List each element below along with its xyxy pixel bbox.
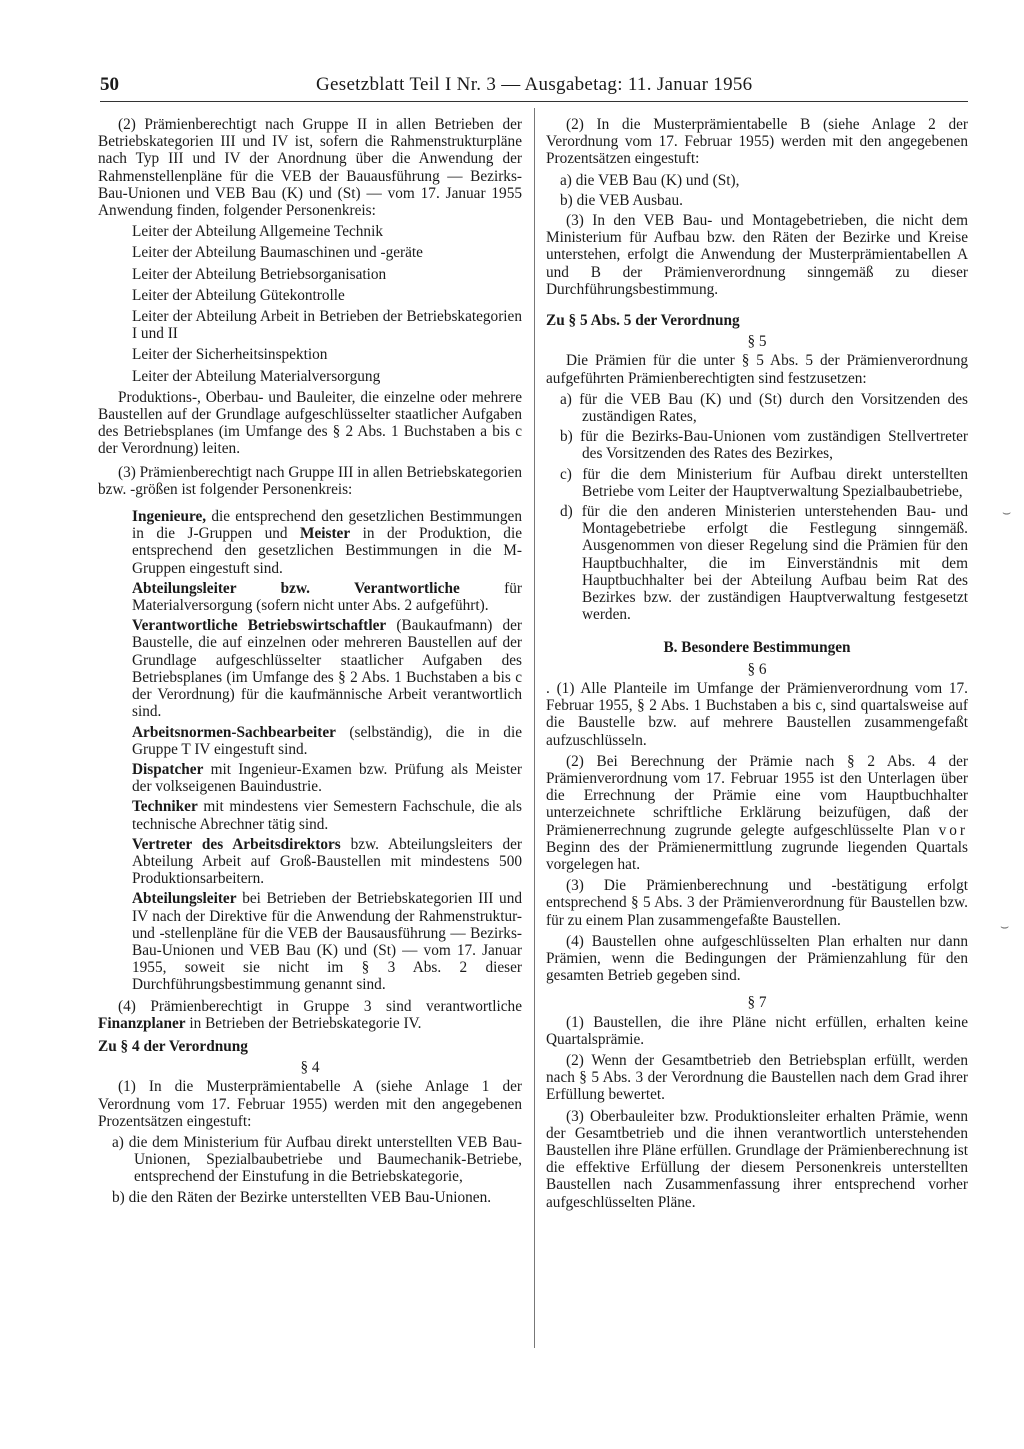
- section-4-p2-item-a: a) die VEB Bau (K) und (St),: [560, 171, 740, 189]
- paragraph-4: [98, 998, 522, 1032]
- group3-entry: [132, 580, 522, 614]
- section-4-paragraph-3: (3) In den VEB Bau- und Montagebetrieben, die nicht dem Ministerium für Aufbau bzw. den Räten der Bezirke und Kreise unterstehen, erfolgt die Anwendung der Musterprämientabellen A und B der Prämienverordnung sinngemäß zu dieser Durchführungsbestimmung.: [546, 212, 968, 298]
- group3-entry: [132, 724, 522, 758]
- group3-entry: [132, 761, 522, 795]
- leiter-item: Leiter der Abteilung Materialversorgung: [132, 367, 381, 385]
- group3-term: Arbeitsnormen-Sachbearbeiter: [132, 723, 336, 741]
- heading-section-4: Zu § 4 der Verordnung: [98, 1037, 248, 1055]
- group3-text: (Baukaufmann) der Baustelle, die auf einzelnen oder mehreren Baustellen auf der Grundlage aufgeschlüsselter staatlicher Aufgaben des Betriebsplanes (im Umfange des § 2 Abs. 1 Buchstaben a bis c der Verordnung) für die kaufmännische Arbeit verantwortlich sind.: [132, 617, 522, 721]
- group3-text: in der Produktion, die entsprechend den gesetzlichen Bestimmungen in die M-Gruppen eingestuft sind.: [132, 525, 522, 577]
- section-6-paragraph-4: (4) Baustellen ohne aufgeschlüsselten Plan erhalten nur dann Prämien, wenn die Bedingungen der Prämienzahlung für den gesamten Betrieb gegeben sind.: [546, 932, 968, 985]
- running-head: Gesetzblatt Teil I Nr. 3 — Ausgabetag: 11. Januar 1956: [316, 74, 753, 95]
- section-6-paragraph-3: (3) Die Prämienberechnung und -bestätigung erfolgt entsprechend § 5 Abs. 3 der Prämienverordnung für Baustellen bzw. für zu einem Plan zusammengefaßte Baustellen.: [546, 877, 968, 929]
- section-4-item-b: b) die den Räten der Bezirke unterstellten VEB Bau-Unionen.: [112, 1188, 492, 1206]
- group3-term: Abteilungsleiter bzw. Verantwortliche: [132, 579, 460, 597]
- group3-term: Dispatcher: [132, 760, 204, 778]
- section-6-number: § 6: [747, 660, 767, 678]
- right-column: [546, 116, 968, 1215]
- margin-mark: ⌣: [1002, 506, 1012, 521]
- section-4-number: § 4: [300, 1059, 320, 1077]
- left-column: [98, 116, 522, 1209]
- group3-text: (selbständig), die in die Gruppe T IV eingestuft sind.: [132, 723, 522, 758]
- group3-term: Verantwortliche Betriebswirtschaftler: [132, 617, 387, 635]
- group3-text: bzw. Abteilungsleiters der Abteilung Arbeit auf Groß-Baustellen mit mindestens 500 Produktionsarbeitern.: [132, 835, 522, 888]
- header-rule: [100, 101, 968, 102]
- leiter-item: Leiter der Abteilung Arbeit in Betrieben der Betriebskategorien I und II: [132, 308, 522, 343]
- section-6-p2-spaced: vor: [938, 821, 968, 839]
- group3-entry: [132, 617, 522, 720]
- leiter-item: Leiter der Abteilung Betriebsorganisation: [132, 265, 387, 283]
- heading-besondere-bestimmungen: B. Besondere Bestimmungen: [663, 639, 851, 657]
- section-5-item: d) für die den anderen Ministerien unterstehenden Bau- und Montagebetriebe erfolgt die Festlegung sinngemäß. Ausgenommen von dieser Regelung sind die Prämien für den Hauptbuchhalter, die im Einverständnis mit dem Hauptbuchhalter bei der Abteilung Aufbau beim Rat des Bezirkes bzw. der zuständigen Hauptverwaltung festgesetzt werden.: [560, 503, 968, 624]
- group3-term: Ingenieure,: [132, 508, 207, 526]
- page-header: [100, 74, 968, 102]
- section-5-item: c) für die dem Ministerium für Aufbau direkt unterstellten Betriebe vom Leiter der Hauptverwaltung Spezialbaubetriebe,: [560, 465, 968, 500]
- group3-term: Techniker: [132, 798, 198, 816]
- leiter-item: Leiter der Abteilung Allgemeine Technik: [132, 223, 383, 241]
- section-6-paragraph-1: . (1) Alle Planteile im Umfange der Prämienverordnung vom 17. Februar 1955, § 2 Abs. 1 Buchstaben a bis c, sind quartalsweise auf die Baustelle bzw. auf mehrere Baustellen zusammengefaßt aufzuschlüsseln.: [546, 679, 968, 749]
- section-6-p2-text: Beginn des der Prämienermittlung zugrunde liegenden Quartals vorgelegen hat.: [546, 838, 968, 873]
- section-4-paragraph-2: (2) In die Musterprämientabelle B (siehe Anlage 2 der Verordnung vom 17. Februar 1955) werden mit den angegebenen Prozentsätzen eingestuft:: [546, 116, 968, 168]
- column-divider: [534, 108, 535, 1348]
- group3-text: mit Ingenieur-Examen bzw. Prüfung als Meister der volkseigenen Bauindustrie.: [132, 760, 522, 796]
- group3-term: Meister: [300, 525, 351, 543]
- leiter-item: Leiter der Sicherheitsinspektion: [132, 346, 328, 364]
- leiter-item: Leiter der Abteilung Gütekontrolle: [132, 286, 345, 304]
- paragraph-4-text: (4) Prämienberechtigt in Gruppe 3 sind verantwortliche: [118, 997, 522, 1015]
- section-7-paragraph-3: (3) Oberbauleiter bzw. Produktionsleiter erhalten Prämie, wenn der Gesamtbetrieb und die ihnen verantwortlich unterstehenden Baustellen ihre Pläne erfüllen. Grundlage der Prämienberechnung ist die effektive Erfüllung der diesem Personenkreis unterstellten Baustellen nach Zusammenfassung ihrer entsprechend vorher aufgeschlüsselten Pläne.: [546, 1107, 968, 1211]
- section-7-number: § 7: [747, 994, 767, 1012]
- group3-term: Vertreter des Arbeitsdirektors: [132, 835, 341, 853]
- group3-text: für Materialversorgung (sofern nicht unter Abs. 2 aufgeführt).: [132, 579, 522, 615]
- page-number: 50: [100, 74, 119, 95]
- section-5-number: § 5: [747, 333, 767, 351]
- section-5-item: b) für die Bezirks-Bau-Unionen vom zuständigen Stellvertreter des Vorsitzenden des Rates des Bezirkes,: [560, 428, 968, 463]
- group3-entry: [132, 798, 522, 832]
- paragraph-2-intro: (2) Prämienberechtigt nach Gruppe II in allen Betrieben der Betriebskategorien III und IV ist, sofern die Rahmenstrukturpläne nach Typ III und IV der Anordnung über die Anwendung der Rahmenstellenpläne für die VEB der Bauausführung — Bezirks-Bau-Unionen und VEB Bau (K) und (St) — vom 17. Januar 1955 Anwendung finden, folgender Personenkreis:: [98, 116, 522, 220]
- group3-text: bei Betrieben der Betriebskategorien III und IV nach der Direktive für die Anwendung der Rahmenstruktur- und -stellenpläne für die VEB der Bausausführung — Bezirks-Bau-Unionen und VEB Bau (K) und (St) — vom 17. Januar 1955, soweit sie nicht im § 3 Abs. 2 dieser Durchführungsbestimmung genannt sind.: [132, 890, 522, 994]
- section-6-paragraph-2: [546, 753, 968, 873]
- group3-entry: [132, 508, 522, 577]
- section-4-item-a: a) die dem Ministerium für Aufbau direkt unterstellten VEB Bau-Unionen, Spezialbaubetriebe und Baumechanik-Betriebe, entsprechend der Einstufung in die Betriebskategorie,: [112, 1133, 522, 1186]
- finanzplaner-term: Finanzplaner: [98, 1014, 186, 1032]
- section-4-p2-item-b: b) die VEB Ausbau.: [560, 191, 683, 209]
- section-4-paragraph-1: (1) In die Musterprämientabelle A (siehe Anlage 1 der Verordnung vom 17. Februar 1955) werden mit den angegebenen Prozentsätzen eingestuft:: [98, 1078, 522, 1130]
- group3-entry: [132, 890, 522, 993]
- paragraph-4-text: in Betrieben der Betriebskategorie IV.: [185, 1014, 422, 1032]
- leiter-item: Leiter der Abteilung Baumaschinen und -geräte: [132, 244, 423, 262]
- section-6-p2-text: (2) Bei Berechnung der Prämie nach § 2 Abs. 4 der Prämienverordnung vom 17. Februar 1955 ist den Unterlagen über die Errechnung der Prämie eine vom Hauptbuchhalter unterzeichnete schriftliche Erklärung beizufügen, daß der Prämienerrechnung zugrunde gelegte aufgeschlüsselte Plan: [546, 752, 968, 839]
- group3-text: die entsprechend den gesetzlichen Bestimmungen in die J-Gruppen und: [132, 508, 522, 543]
- group3-text: mit mindestens vier Semestern Fachschule, die als technische Abrechner tätig sind.: [132, 798, 522, 833]
- margin-mark: ⌣: [1000, 920, 1010, 935]
- heading-section-5: Zu § 5 Abs. 5 der Verordnung: [546, 312, 740, 330]
- paragraph-2-end: Produktions-, Oberbau- und Bauleiter, die einzelne oder mehrere Baustellen auf der Grundlage aufgeschlüsselter staatlicher Aufgaben des Betriebsplanes (im Umfange des § 2 Abs. 1 Buchstaben a bis c der Verordnung) leiten.: [98, 388, 522, 458]
- section-5-item: a) für die VEB Bau (K) und (St) durch den Vorsitzenden des zuständigen Rates,: [560, 390, 968, 426]
- group3-term: Abteilungsleiter: [132, 890, 237, 908]
- section-7-paragraph-1: (1) Baustellen, die ihre Pläne nicht erfüllen, erhalten keine Quartalsprämie.: [546, 1013, 968, 1048]
- section-7-paragraph-2: (2) Wenn der Gesamtbetrieb den Betriebsplan erfüllt, werden nach § 5 Abs. 3 der Verordnung die Baustellen nach dem Grad ihrer Erfüllung bewertet.: [546, 1051, 968, 1104]
- paragraph-3-intro: (3) Prämienberechtigt nach Gruppe III in allen Betriebskategorien bzw. -größen ist folgender Personenkreis:: [98, 463, 522, 498]
- group3-entry: [132, 836, 522, 888]
- section-5-intro: Die Prämien für die unter § 5 Abs. 5 der Prämienverordnung aufgeführten Prämienberechtigten sind festzusetzen:: [546, 352, 968, 387]
